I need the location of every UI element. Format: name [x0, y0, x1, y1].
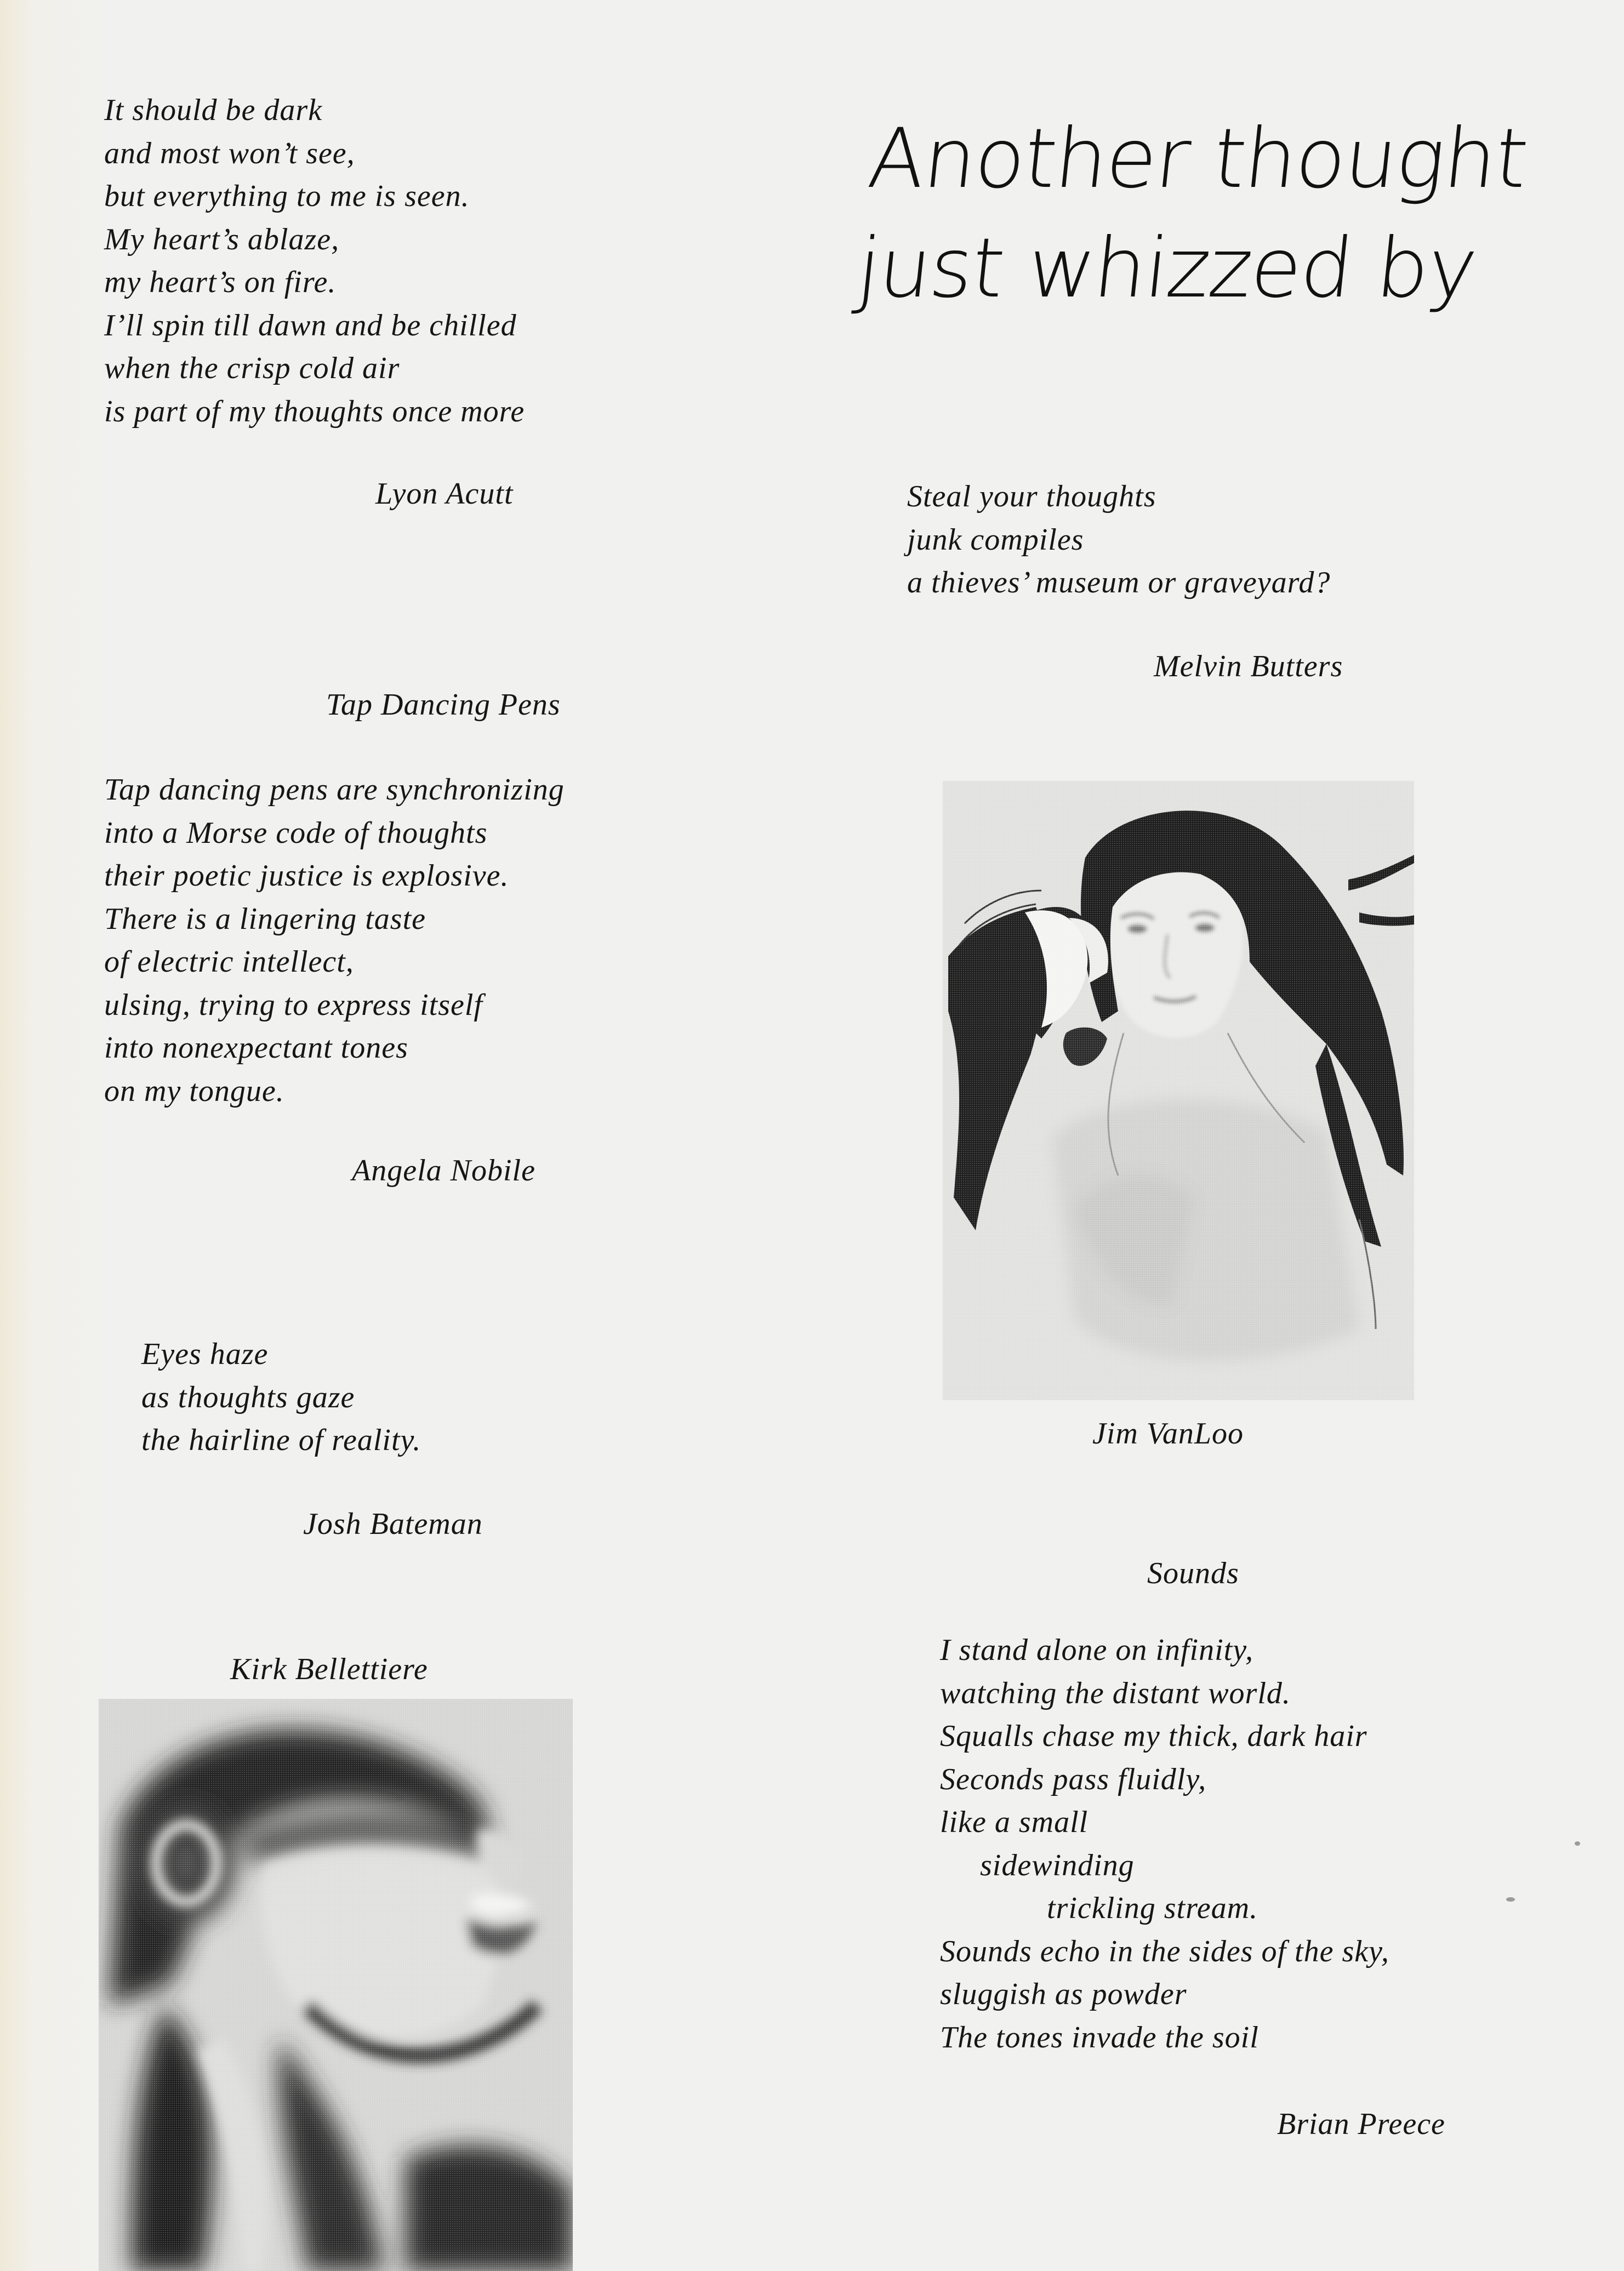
page-title	[852, 104, 1532, 323]
poem-line: but everything to me is seen.	[104, 179, 470, 213]
poem-tap-dancing-pens	[104, 768, 565, 1112]
poem-line: like a small	[940, 1805, 1089, 1839]
author-josh-bateman: Josh Bateman	[303, 1507, 483, 1541]
page-title-line-2: just whizzed by	[852, 221, 1481, 316]
author-melvin-butters: Melvin Butters	[1154, 649, 1343, 683]
poem-line: their poetic justice is explosive.	[104, 859, 509, 893]
paper-speck	[1506, 1897, 1515, 1902]
poem-line: junk compiles	[907, 522, 1084, 557]
poem-line: It should be dark	[104, 93, 323, 127]
author-lyon-acutt: Lyon Acutt	[375, 477, 514, 511]
face-drawing-image	[99, 1699, 573, 2271]
poem-line: on my tongue.	[104, 1074, 284, 1108]
poem-line: into nonexpectant tones	[104, 1031, 408, 1065]
page-title-line-1: Another thought	[864, 111, 1532, 207]
author-angela-nobile: Angela Nobile	[352, 1154, 535, 1188]
poem-line: Tap dancing pens are synchronizing	[104, 773, 565, 807]
poem-line: I stand alone on infinity,	[940, 1633, 1253, 1667]
poem-line: The tones invade the soil	[940, 2020, 1259, 2055]
poem-line: I’ll spin till dawn and be chilled	[104, 308, 517, 343]
poem-line: sluggish as powder	[940, 1977, 1187, 2011]
poem-line: and most won’t see,	[104, 136, 355, 170]
poem-line: of electric intellect,	[104, 945, 354, 979]
poem-line: the hairline of reality.	[141, 1423, 421, 1457]
poem-line: as thoughts gaze	[141, 1380, 355, 1414]
artist-kirk-bellettiere: Kirk Bellettiere	[230, 1652, 428, 1686]
poem-line: Squalls chase my thick, dark hair	[940, 1719, 1367, 1753]
artwork-face-drawing	[99, 1699, 573, 2271]
poem-line: is part of my thoughts once more	[104, 394, 525, 429]
poem-title-tap-dancing-pens: Tap Dancing Pens	[326, 688, 561, 722]
poem-line: a thieves’ museum or graveyard?	[907, 566, 1331, 600]
artwork-woman-feathers-drawing	[943, 781, 1414, 1400]
poem-line: watching the distant world.	[940, 1676, 1291, 1710]
poem-line: ulsing, trying to express itself	[104, 988, 483, 1022]
woman-drawing-image	[943, 781, 1414, 1400]
paper-speck	[1575, 1841, 1580, 1846]
poem-line: My heart’s ablaze,	[104, 222, 340, 256]
artist-jim-vanloo: Jim VanLoo	[1092, 1417, 1244, 1451]
poem-sounds	[940, 1629, 1389, 2059]
poem-line: into a Morse code of thoughts	[104, 815, 488, 850]
poem-line: my heart’s on fire.	[104, 265, 337, 299]
poem-line: Eyes haze	[141, 1337, 269, 1371]
poem-line: when the crisp cold air	[104, 351, 400, 385]
poem-line: trickling stream.	[1047, 1891, 1258, 1925]
poem-line: Seconds pass fluidly,	[940, 1762, 1207, 1796]
poem-lyon-acutt	[104, 89, 525, 433]
poem-line: sidewinding	[980, 1848, 1135, 1882]
author-brian-preece: Brian Preece	[1277, 2107, 1445, 2141]
poem-steal-your-thoughts	[907, 475, 1330, 604]
poem-line: Steal your thoughts	[907, 480, 1156, 513]
poem-line: Sounds echo in the sides of the sky,	[940, 1934, 1389, 1968]
poem-title-sounds: Sounds	[1147, 1556, 1239, 1590]
poem-line: There is a lingering taste	[104, 901, 426, 936]
poem-eyes-haze	[141, 1333, 421, 1462]
